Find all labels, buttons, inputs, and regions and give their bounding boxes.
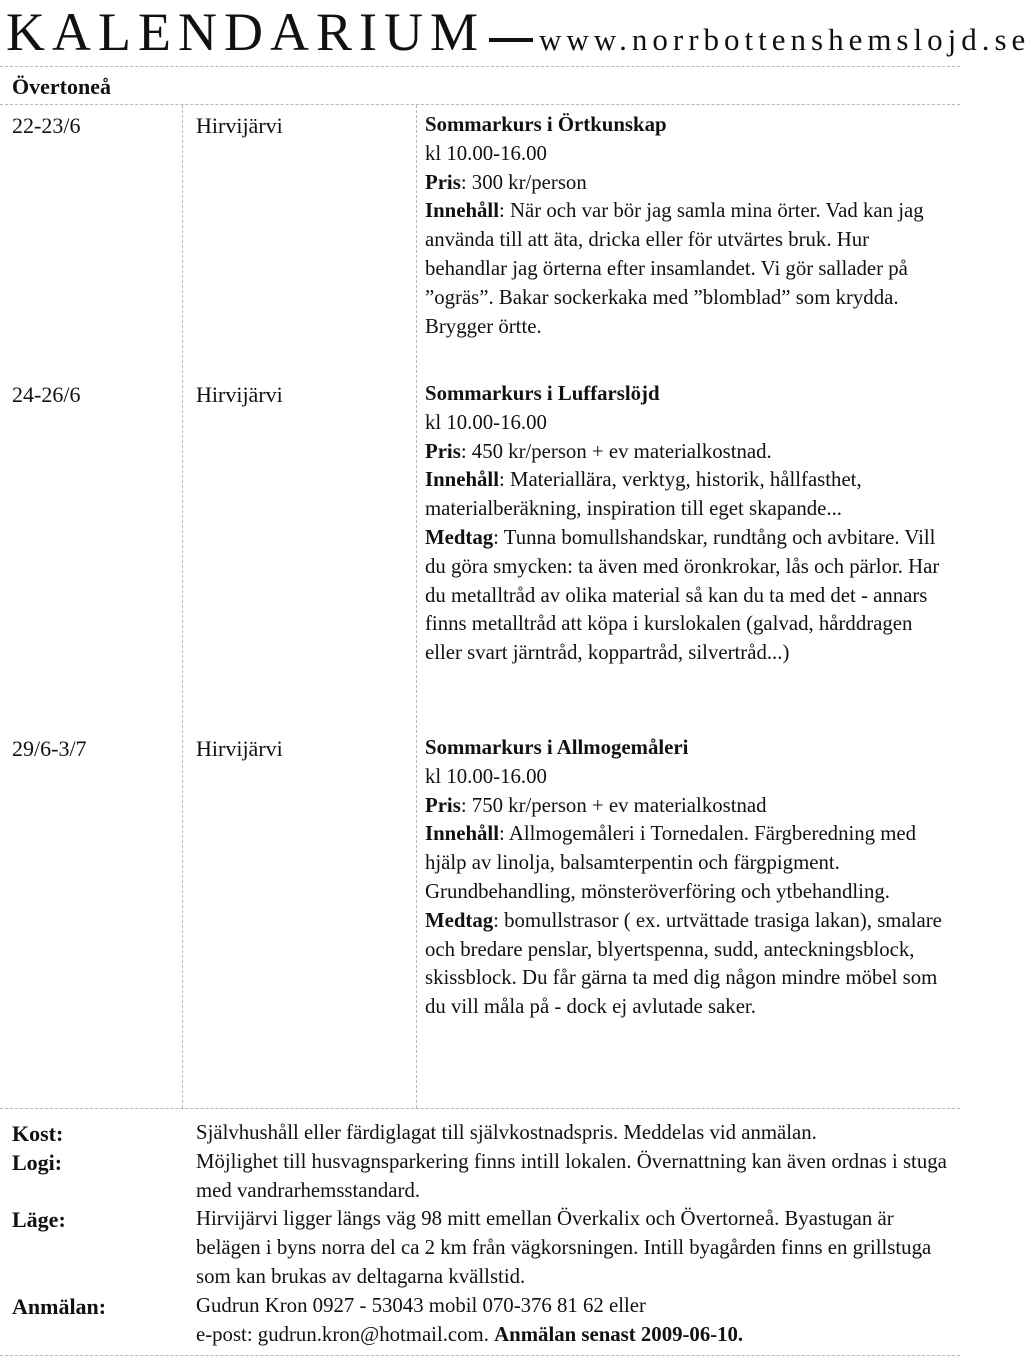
info-text bbox=[196, 1119, 952, 1349]
location-text: Hirvijärvi ligger längs väg 98 mitt emellan Överkalix och Övertorneå. Byastugan är belägen i byns norra del ca 2 km från vägkorsningen. Intill byagården finns en grillstuga som kan brukas av deltagarna kvällstid. bbox=[196, 1207, 932, 1288]
content-label: Innehåll bbox=[425, 199, 499, 223]
column-divider bbox=[182, 105, 183, 1108]
content-text: : Materiallära, verktyg, historik, hållfasthet, materialberäkning, inspiration till eget skapande... bbox=[425, 468, 862, 521]
price-label: Pris bbox=[425, 793, 461, 817]
course-time: kl 10.00-16.00 bbox=[425, 764, 547, 788]
bring-label: Medtag bbox=[425, 908, 494, 932]
place-divider bbox=[0, 104, 960, 105]
bring-text: : bomullstrasor ( ex. urtvättade trasiga lakan), smalare och bredare penslar, blyertspenna, sudd, anteckningsblock, skissblock. Du får gärna ta med dig någon mindre möbel som du vill måla på - dock ej avlutade saker. bbox=[425, 908, 942, 1019]
lodging-label: Logi: bbox=[12, 1150, 63, 1175]
course-bring bbox=[425, 907, 950, 1022]
signup-label: Anmälan: bbox=[12, 1294, 107, 1319]
course-title: Sommarkurs i Allmogemåleri bbox=[425, 736, 689, 759]
course-content bbox=[425, 466, 950, 524]
price-label: Pris bbox=[425, 439, 461, 463]
price-label: Pris bbox=[425, 170, 461, 194]
course-price bbox=[425, 792, 950, 821]
signup-deadline: Anmälan senast 2009-06-10. bbox=[494, 1322, 744, 1346]
place-heading: Övertoneå bbox=[12, 74, 111, 99]
course-content bbox=[425, 197, 950, 341]
price-value: : 750 kr/person + ev materialkostnad bbox=[460, 793, 767, 817]
signup-email[interactable]: e-post: gudrun.kron@hotmail.com. bbox=[196, 1322, 489, 1346]
course-date: 29/6-3/7 bbox=[12, 736, 87, 761]
course-time: kl 10.00-16.00 bbox=[425, 410, 547, 434]
course-date: 22-23/6 bbox=[12, 113, 81, 138]
course-entry bbox=[425, 734, 950, 1022]
column-divider bbox=[416, 105, 417, 1108]
lodging-text: Möjlighet till husvagnsparkering finns intill lokalen. Övernattning kan även ordnas i stuga med vandrarhemsstandard. bbox=[196, 1149, 947, 1202]
location-label: Läge: bbox=[12, 1207, 66, 1232]
course-location: Hirvijärvi bbox=[196, 736, 283, 761]
page-header bbox=[6, 2, 1030, 64]
content-label: Innehåll bbox=[425, 468, 499, 492]
course-date: 24-26/6 bbox=[12, 382, 81, 407]
course-location: Hirvijärvi bbox=[196, 113, 283, 138]
course-location: Hirvijärvi bbox=[196, 382, 283, 407]
course-entry bbox=[425, 380, 950, 668]
info-divider bbox=[0, 1108, 960, 1109]
header-dash bbox=[489, 38, 533, 42]
content-label: Innehåll bbox=[425, 822, 499, 846]
content-text: : När och var bör jag samla mina örter. Vad kan jag använda till att äta, dricka eller för utvärtes bruk. Hur behandlar jag örterna efter insamlandet. Vi gör sallader på ”ogräs”. Bakar sockerkaka med ”blomblad” som krydda. Brygger örtte. bbox=[425, 199, 924, 338]
course-time: kl 10.00-16.00 bbox=[425, 141, 547, 165]
cost-label: Kost: bbox=[12, 1121, 64, 1146]
bring-label: Medtag bbox=[425, 525, 494, 549]
header-divider bbox=[0, 66, 960, 67]
course-entry bbox=[425, 111, 950, 341]
course-price bbox=[425, 438, 950, 467]
bottom-divider bbox=[0, 1355, 960, 1356]
price-value: : 450 kr/person + ev materialkostnad. bbox=[460, 439, 772, 463]
signup-contact: Gudrun Kron 0927 - 53043 mobil 070-376 81 62 eller bbox=[196, 1293, 646, 1317]
content-text: : Allmogemåleri i Tornedalen. Färgberedning med hjälp av linolja, balsamterpentin och färgpigment. Grundbehandling, mönsteröverföring och ytbehandling. bbox=[425, 822, 917, 903]
course-bring bbox=[425, 524, 950, 668]
course-content bbox=[425, 820, 950, 906]
course-title: Sommarkurs i Luffarslöjd bbox=[425, 382, 660, 405]
price-value: : 300 kr/person bbox=[460, 170, 587, 194]
page-title: KALENDARIUM bbox=[6, 2, 485, 62]
website-url[interactable]: www.norrbottenshemslojd.se bbox=[538, 22, 1030, 57]
course-price bbox=[425, 169, 950, 198]
bring-text: : Tunna bomullshandskar, rundtång och avbitare. Vill du göra smycken: ta även med öronkrokar, lås och pärlor. Har du metalltråd av olika material så kan du ta med det - annars finns metalltråd att köpa i kurslokalen (galvad, hårddragen eller svart järntråd, koppartråd, silvertråd...) bbox=[425, 525, 940, 665]
signup-email-line bbox=[196, 1321, 952, 1350]
course-title: Sommarkurs i Örtkunskap bbox=[425, 113, 667, 136]
cost-text: Självhushåll eller färdiglagat till självkostnadspris. Meddelas vid anmälan. bbox=[196, 1121, 817, 1144]
